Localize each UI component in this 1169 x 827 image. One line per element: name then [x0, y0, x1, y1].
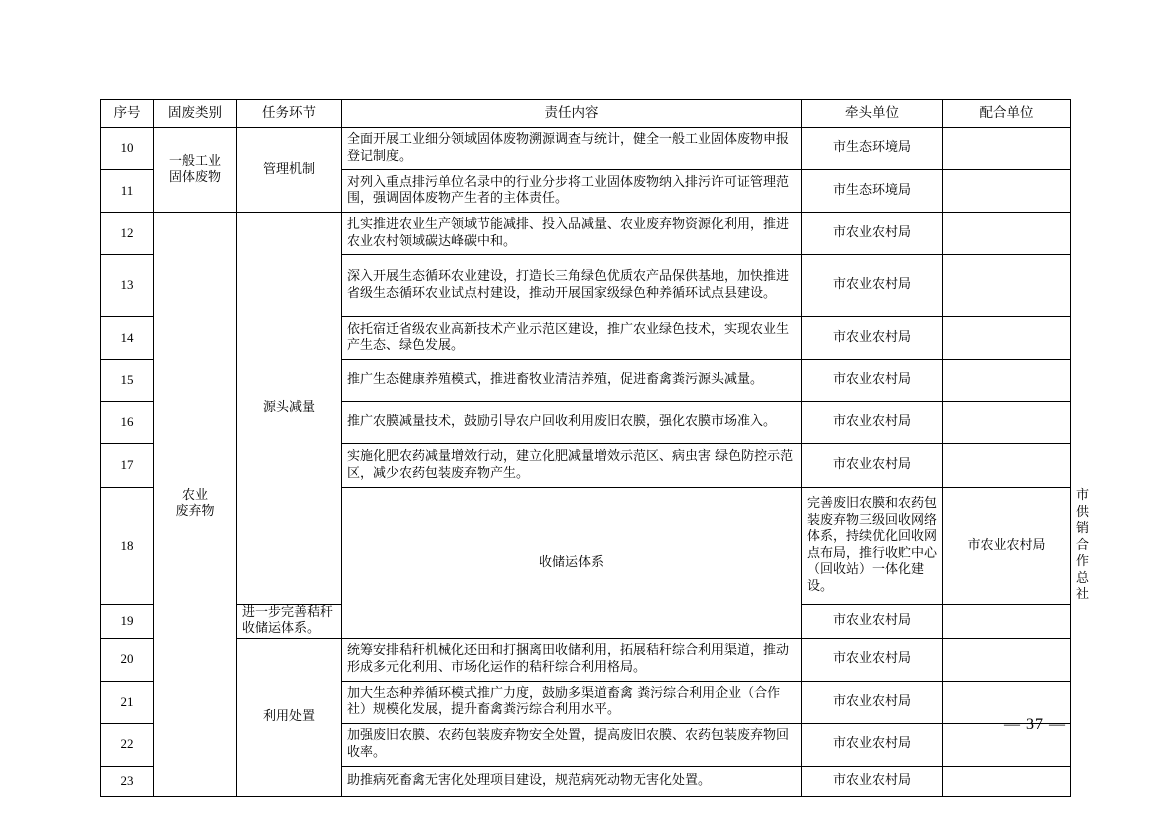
row-no: 13: [101, 255, 154, 317]
row-content: 助推病死畜禽无害化处理项目建设，规范病死动物无害化处置。: [342, 766, 802, 796]
table-row: [101, 213, 1071, 255]
row-lead: 市生态环境局: [802, 170, 943, 213]
row-no: 12: [101, 213, 154, 255]
table-row: 18 收储运体系 完善废旧农膜和农药包装废弃物三级回收网络体系，持续优化回收网点布局，推行收贮中心（回收站）一体化建设。 市农业农村局 市供销合作总社: [101, 488, 1071, 605]
header-lead: 牵头单位: [802, 100, 943, 128]
row-lead: 市农业农村局: [802, 766, 943, 796]
row-lead: 市农业农村局: [943, 488, 1071, 605]
row-no: 20: [101, 638, 154, 681]
row-no: 17: [101, 444, 154, 488]
stage-source: 源头减量: [237, 213, 342, 605]
row-content: 深入开展生态循环农业建设，打造长三角绿色优质农产品保供基地，加快推进省级生态循环农业试点村建设，推动开展国家级绿色种养循环试点县建设。: [342, 255, 802, 317]
row-lead: 市农业农村局: [802, 638, 943, 681]
header-no: 序号: [101, 100, 154, 128]
row-lead: 市农业农村局: [802, 444, 943, 488]
row-content: 依托宿迁省级农业高新技术产业示范区建设，推广农业绿色技术，实现农业生产生态、绿色发展。: [342, 317, 802, 360]
stage-management: 管理机制: [237, 128, 342, 213]
header-stage: 任务环节: [237, 100, 342, 128]
stage-utilization: 利用处置: [237, 638, 342, 796]
row-no: 10: [101, 128, 154, 170]
row-lead: 市农业农村局: [802, 317, 943, 360]
row-partner: [943, 444, 1071, 488]
row-partner: [943, 360, 1071, 402]
row-no: 19: [101, 604, 154, 638]
header-row: [101, 100, 1071, 128]
row-lead: 市农业农村局: [802, 604, 943, 638]
row-content: 实施化肥农药减量增效行动，建立化肥减量增效示范区、病虫害 绿色防控示范区，减少农药包装废弃物产生。: [342, 444, 802, 488]
row-no: 22: [101, 723, 154, 766]
row-lead: 市农业农村局: [802, 360, 943, 402]
header-content: 责任内容: [342, 100, 802, 128]
row-partner: [943, 317, 1071, 360]
header-category: 固废类别: [154, 100, 237, 128]
row-content: 加大生态种养循环模式推广力度，鼓励多渠道畜禽 粪污综合利用企业（合作社）规模化发展，提升畜禽粪污综合利用水平。: [342, 681, 802, 723]
row-lead: 市农业农村局: [802, 402, 943, 444]
row-content: 推广农膜减量技术，鼓励引导农户回收利用废旧农膜，强化农膜市场准入。: [342, 402, 802, 444]
category-agri-line1: 农业: [181, 487, 208, 503]
row-content: 进一步完善秸秆收储运体系。: [237, 604, 342, 638]
row-partner: [943, 255, 1071, 317]
row-partner: [943, 128, 1071, 170]
row-lead: 市农业农村局: [802, 681, 943, 723]
row-no: 23: [101, 766, 154, 796]
row-content: 完善废旧农膜和农药包装废弃物三级回收网络体系，持续优化回收网点布局，推行收贮中心（回收站）一体化建设。: [802, 488, 943, 605]
row-partner: [943, 213, 1071, 255]
row-no: 11: [101, 170, 154, 213]
row-content: 统筹安排秸秆机械化还田和打捆离田收储利用，拓展秸秆综合利用渠道，推动形成多元化利用、市场化运作的秸秆综合利用格局。: [342, 638, 802, 681]
row-content: 推广生态健康养殖模式，推进畜牧业清洁养殖，促进畜禽粪污源头减量。: [342, 360, 802, 402]
row-content: 扎实推进农业生产领域节能减排、投入品减量、农业废弃物资源化利用，推进农业农村领域碳达峰碳中和。: [342, 213, 802, 255]
row-partner: [943, 766, 1071, 796]
row-content: 对列入重点排污单位名录中的行业分步将工业固体废物纳入排污许可证管理范围，强调固体废物产生者的主体责任。: [342, 170, 802, 213]
row-lead: 市生态环境局: [802, 128, 943, 170]
row-no: 21: [101, 681, 154, 723]
row-no: 18: [101, 488, 154, 605]
category-general: 一般工业 固体废物: [154, 128, 237, 213]
stage-collection: 收储运体系: [342, 488, 802, 639]
row-no: 15: [101, 360, 154, 402]
row-partner: [943, 638, 1071, 681]
row-no: 14: [101, 317, 154, 360]
row-content: 全面开展工业细分领域固体废物溯源调查与统计，健全一般工业固体废物申报登记制度。: [342, 128, 802, 170]
row-lead: 市农业农村局: [802, 255, 943, 317]
table-row: [101, 128, 1071, 170]
row-lead: 市农业农村局: [802, 723, 943, 766]
table-row: [101, 638, 1071, 681]
header-partner: 配合单位: [943, 100, 1071, 128]
row-partner: [943, 604, 1071, 638]
page-number: — 37 —: [1004, 716, 1066, 733]
row-no: 16: [101, 402, 154, 444]
category-agri-line2: 废弃物: [175, 504, 215, 520]
row-partner: [943, 170, 1071, 213]
row-content: 加强废旧农膜、农药包装废弃物安全处置，提高废旧农膜、农药包装废弃物回收率。: [342, 723, 802, 766]
row-lead: 市农业农村局: [802, 213, 943, 255]
row-partner: [943, 402, 1071, 444]
responsibility-table: [100, 99, 1090, 797]
category-agricultural: [154, 213, 237, 797]
